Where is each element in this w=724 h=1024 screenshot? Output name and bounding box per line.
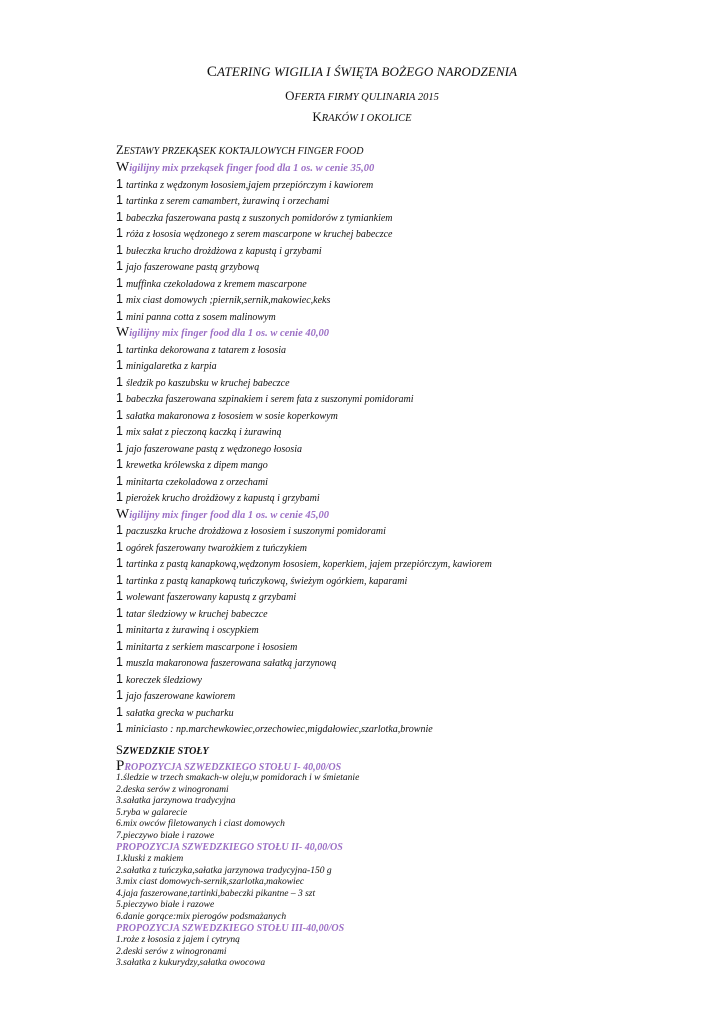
item-quantity: 1 — [116, 176, 123, 191]
swedish-tables-section — [116, 741, 716, 970]
item-text: mix sałat z pieczoną kaczką i żurawiną — [125, 427, 282, 438]
list-item: 2.deski serów z winogronami — [116, 946, 227, 957]
location-rest: RAKÓW I OKOLICE — [321, 113, 412, 124]
item-text: tatar śledziowy w kruchej babeczce — [125, 608, 268, 620]
item-quantity: 1 — [116, 407, 123, 422]
proposition-title: ROPOZYCJA SZWEDZKIEGO STOŁU I- 40,00/OS — [124, 762, 342, 773]
item-text: jajo faszerowane pastą grzybową — [125, 262, 260, 273]
document-subtitle — [0, 88, 724, 104]
swedish-tables-heading — [116, 741, 716, 759]
item-text: róża z łososia wędzonego z serem mascarpone w kruchej babeczce — [125, 229, 393, 240]
list-item — [116, 341, 716, 358]
item-text: paczuszka kruche drożdżowa z łososiem i suszonymi pomidorami — [125, 526, 386, 537]
list-item — [116, 258, 716, 275]
list-item — [116, 621, 716, 638]
list-item — [116, 720, 716, 737]
item-quantity: 1 — [116, 242, 123, 257]
offer-title: igilijny mix finger food dla 1 os. w cenie 40,00 — [129, 328, 330, 339]
list-item — [116, 225, 716, 242]
offer-heading — [116, 159, 716, 176]
proposition-heading: PROPOZYCJA SZWEDZKIEGO STOŁU II- 40,00/OS — [116, 842, 343, 853]
list-item — [116, 572, 716, 589]
list-item — [116, 704, 716, 721]
item-quantity: 1 — [116, 523, 123, 537]
item-text: minigalaretka z karpia — [125, 361, 217, 372]
proposition-heading: PROPOZYCJA SZWEDZKIEGO STOŁU III-40,00/OS — [116, 923, 345, 934]
item-text: minitarta czekoladowa z orzechami — [125, 476, 268, 488]
item-text: muszla makaronowa faszerowana sałatką jarzynową — [125, 658, 337, 669]
title-rest: ATERING WIGILIA I ŚWIĘTA BOŻEGO NARODZENIA — [216, 64, 518, 79]
list-item — [116, 407, 716, 424]
item-text: ogórek faszerowany twarożkiem z tuńczykiem — [125, 542, 308, 554]
finger-food-heading — [116, 141, 716, 159]
finger-food-section — [116, 141, 716, 737]
list-item — [116, 456, 716, 473]
list-item — [116, 522, 716, 539]
list-item — [116, 440, 716, 457]
item-text: wolewant faszerowany kapustą z grzybami — [125, 592, 297, 603]
list-item — [116, 638, 716, 655]
document-header — [0, 64, 724, 125]
offer-initial: W — [116, 160, 130, 175]
list-item: 6.mix owców filetowanych i ciast domowych — [116, 819, 285, 829]
offer-initial: W — [116, 325, 130, 340]
subtitle-rest: FERTA FIRMY QULINARIA 2015 — [294, 92, 439, 103]
section-rest: ZWEDZKIE STOŁY — [122, 746, 209, 757]
item-text: mix ciast domowych ;piernik,sernik,makowiec,keks — [125, 295, 331, 306]
offer-initial: W — [116, 506, 130, 522]
item-quantity: 1 — [116, 358, 123, 372]
item-quantity: 1 — [116, 556, 123, 570]
list-item — [116, 539, 716, 556]
item-quantity: 1 — [116, 226, 123, 240]
item-text: jajo faszerowane pastą z wędzonego łososia — [125, 443, 302, 455]
list-item — [116, 275, 716, 292]
item-text: minitarta z serkiem mascarpone i łososiem — [125, 641, 298, 653]
list-item — [116, 423, 716, 440]
list-item: 5.pieczywo białe i razowe — [116, 900, 215, 910]
item-quantity: 1 — [116, 424, 123, 438]
list-item: 2.deska serów z winogronami — [116, 784, 229, 795]
section-rest: ESTAWY PRZEKĄSEK KOKTAJLOWYCH FINGER FOOD — [123, 146, 364, 157]
item-text: babeczka faszerowana pastą z suszonych pomidorów z tymiankiem — [125, 212, 393, 224]
section-initial: S — [116, 743, 123, 757]
list-item — [116, 555, 716, 572]
item-quantity: 1 — [116, 605, 123, 620]
item-text: miniciasto : np.marchewkowiec,orzechowiec,migdałowiec,szarlotka,brownie — [125, 724, 433, 735]
item-text: tartinka z pastą kanapkową tuńczykową, świeżym ogórkiem, kaparami — [125, 575, 408, 587]
list-item: 3.sałatka jarzynowa tradycyjna — [116, 796, 236, 806]
item-text: pierożek krucho drożdżowy z kapustą i grzybami — [125, 493, 320, 504]
offer-title: igilijny mix finger food dla 1 os. w cenie 45,00 — [129, 509, 330, 521]
item-quantity: 1 — [116, 638, 123, 653]
item-quantity: 1 — [116, 440, 123, 455]
list-item — [116, 308, 716, 325]
list-item: 3.sałatka z kukurydzy,sałatka owocowa — [116, 958, 266, 968]
item-quantity: 1 — [116, 655, 123, 669]
item-quantity: 1 — [116, 589, 123, 603]
item-quantity: 1 — [116, 457, 123, 471]
list-item: 7.pieczywo białe i razowe — [116, 830, 215, 841]
item-quantity: 1 — [116, 721, 123, 735]
list-item: 2.sałatka z tuńczyka,sałatka jarzynowa tradycyjna-150 g — [116, 865, 332, 876]
title-initial: C — [206, 64, 217, 80]
list-item — [116, 209, 716, 226]
item-text: minitarta z żurawiną i oscypkiem — [125, 625, 259, 636]
list-item: 1.roże z łososia z jajem i cytryną — [116, 935, 240, 945]
list-item — [116, 489, 716, 506]
item-quantity: 1 — [116, 209, 123, 224]
item-quantity: 1 — [116, 572, 123, 587]
item-text: tartinka z serem camambert, żurawiną i orzechami — [125, 196, 330, 207]
list-item: 1.kluski z makiem — [116, 854, 184, 864]
offer-heading — [116, 324, 716, 341]
item-text: sałatka makaronowa z łososiem w sosie koperkowym — [125, 410, 338, 422]
item-text: jajo faszerowane kawiorem — [125, 691, 236, 702]
item-quantity: 1 — [116, 473, 123, 488]
item-quantity: 1 — [116, 374, 123, 389]
section-initial: Z — [116, 143, 124, 157]
list-item: 4.jaja faszerowane,tartinki,babeczki pikantne – 3 szt — [116, 888, 316, 899]
list-item — [116, 605, 716, 622]
location-initial: K — [312, 109, 322, 124]
item-quantity: 1 — [116, 292, 123, 306]
item-quantity: 1 — [116, 490, 123, 504]
item-text: tartinka z wędzonym łososiem,jajem przepiórczym i kawiorem — [125, 179, 374, 191]
item-text: mini panna cotta z sosem malinowym — [125, 311, 276, 323]
subtitle-initial: O — [285, 88, 295, 103]
item-text: tartinka z pastą kanapkową,wędzonym łososiem, koperkiem, jajem przepiórczym, kawiorem — [125, 559, 492, 570]
list-item — [116, 473, 716, 490]
proposition-heading — [116, 759, 716, 773]
list-item — [116, 390, 716, 407]
item-quantity: 1 — [116, 259, 123, 273]
document-title — [0, 64, 724, 81]
proposition-initial: P — [116, 758, 125, 774]
item-quantity: 1 — [116, 391, 123, 405]
item-text: babeczka faszerowana szpinakiem i serem fata z suszonymi pomidorami — [125, 394, 414, 405]
offer-heading — [116, 506, 716, 523]
offer-title: igilijny mix przekąsek finger food dla 1 os. w cenie 35,00 — [129, 163, 375, 174]
item-quantity: 1 — [116, 341, 123, 356]
list-item: 6.danie gorące:mix pierogów podsmażanych — [116, 911, 287, 922]
list-item — [116, 671, 716, 688]
item-quantity: 1 — [116, 671, 123, 686]
item-text: muffinka czekoladowa z kremem mascarpone — [125, 278, 307, 290]
list-item — [116, 687, 716, 704]
list-item — [116, 242, 716, 259]
item-quantity: 1 — [116, 308, 123, 323]
item-quantity: 1 — [116, 622, 123, 636]
list-item: 5.ryba w galarecie — [116, 807, 188, 818]
item-text: tartinka dekorowana z tatarem z łososia — [125, 344, 287, 356]
list-item: 3.mix ciast domowych-sernik,szarlotka,makowiec — [116, 877, 305, 887]
list-item — [116, 357, 716, 374]
item-quantity: 1 — [116, 193, 123, 207]
item-quantity: 1 — [116, 704, 123, 719]
item-text: śledzik po kaszubsku w kruchej babeczce — [125, 377, 290, 389]
item-quantity: 1 — [116, 275, 123, 290]
list-item — [116, 176, 716, 193]
item-text: koreczek śledziowy — [125, 674, 202, 686]
list-item — [116, 374, 716, 391]
item-text: krewetka królewska z dipem mango — [125, 460, 268, 471]
item-quantity: 1 — [116, 688, 123, 702]
document-location — [0, 109, 724, 125]
item-text: bułeczka krucho drożdżowa z kapustą i grzybami — [125, 245, 322, 257]
list-item — [116, 588, 716, 605]
list-item — [116, 654, 716, 671]
list-item — [116, 291, 716, 308]
item-quantity: 1 — [116, 539, 123, 554]
list-item: 1.śledzie w trzech smakach-w oleju,w pomidorach i w śmietanie — [116, 773, 360, 783]
item-text: sałatka grecka w pucharku — [125, 707, 234, 719]
list-item — [116, 192, 716, 209]
